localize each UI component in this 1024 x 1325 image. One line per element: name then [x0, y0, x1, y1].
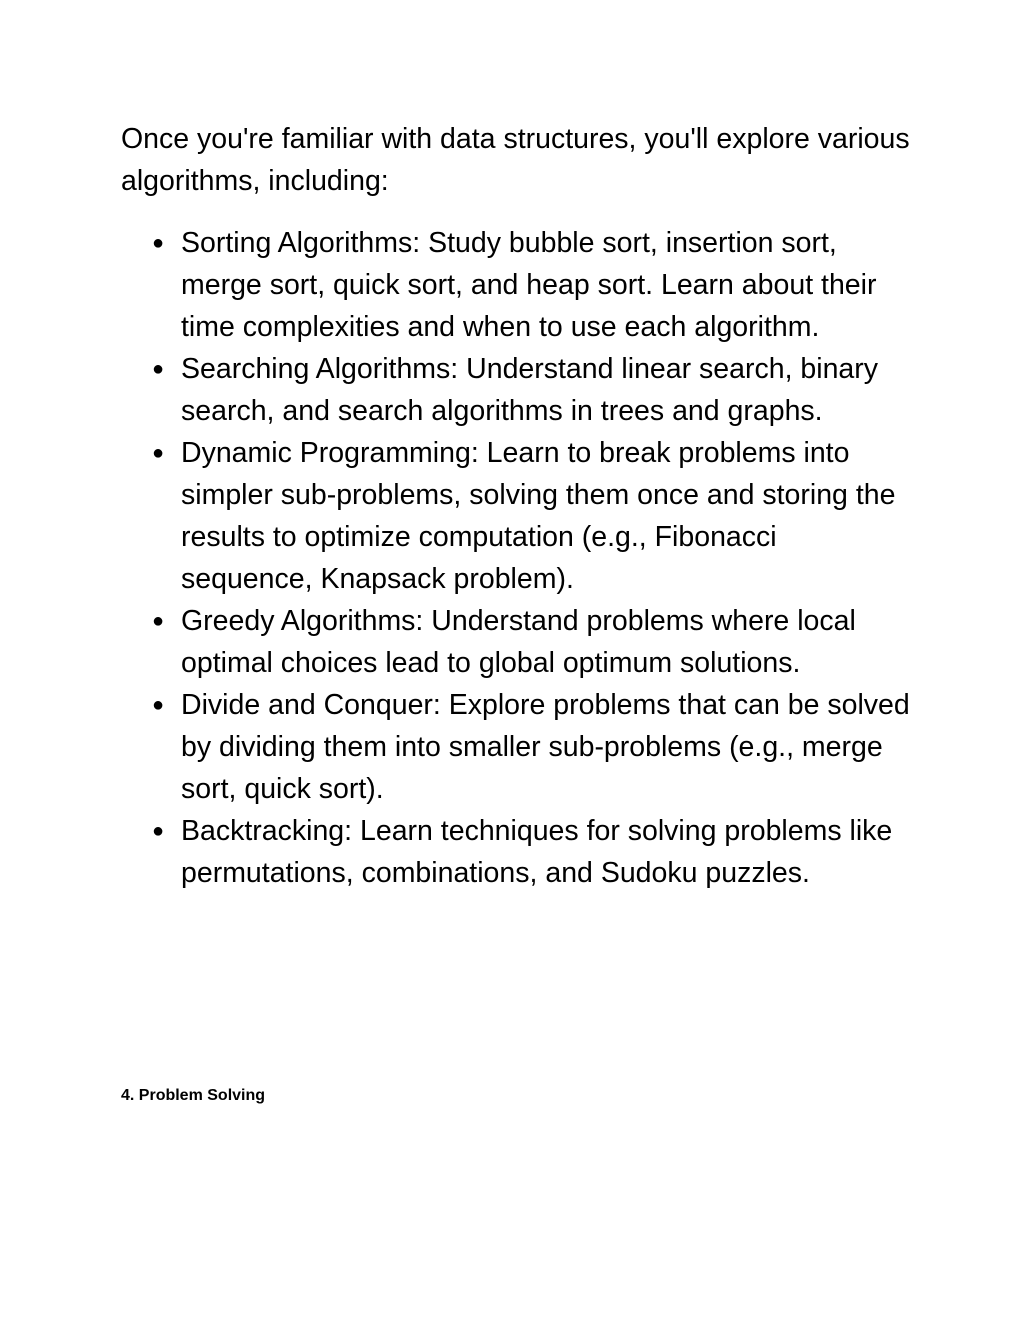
list-item-sorting-algorithms — [152, 222, 912, 348]
list-item-text: Dynamic Programming: Learn to break problems into simpler sub-problems, solving them once and storing the results to optimize computation (e.g., Fibonacci sequence, Knapsack problem). — [181, 437, 896, 595]
intro-paragraph: Once you're familiar with data structures, you'll explore various algorithms, including: — [121, 123, 910, 197]
list-item-text: Greedy Algorithms: Understand problems where local optimal choices lead to global optimum solutions. — [181, 605, 856, 679]
list-item-greedy-algorithms — [152, 600, 912, 684]
list-item-divide-and-conquer — [152, 684, 912, 810]
section-heading-problem-solving: 4. Problem Solving — [121, 1087, 266, 1104]
list-item-dynamic-programming — [152, 432, 912, 600]
list-item-text: Backtracking: Learn techniques for solving problems like permutations, combinations, and Sudoku puzzles. — [181, 815, 893, 889]
algorithm-list — [152, 222, 912, 894]
bullet-icon: ● — [152, 610, 165, 632]
list-item-backtracking — [152, 810, 912, 894]
bullet-icon: ● — [152, 232, 165, 254]
bullet-icon: ● — [152, 358, 165, 380]
list-item-searching-algorithms — [152, 348, 912, 432]
list-item-text: Searching Algorithms: Understand linear search, binary search, and search algorithms in trees and graphs. — [181, 353, 879, 427]
list-item-text: Sorting Algorithms: Study bubble sort, insertion sort, merge sort, quick sort, and heap sort. Learn about their time complexities and when to use each algorithm. — [181, 227, 877, 343]
bullet-icon: ● — [152, 694, 165, 716]
bullet-icon: ● — [152, 820, 165, 842]
list-item-text: Divide and Conquer: Explore problems that can be solved by dividing them into smaller sub-problems (e.g., merge sort, quick sort). — [181, 689, 910, 805]
bullet-icon: ● — [152, 442, 165, 464]
